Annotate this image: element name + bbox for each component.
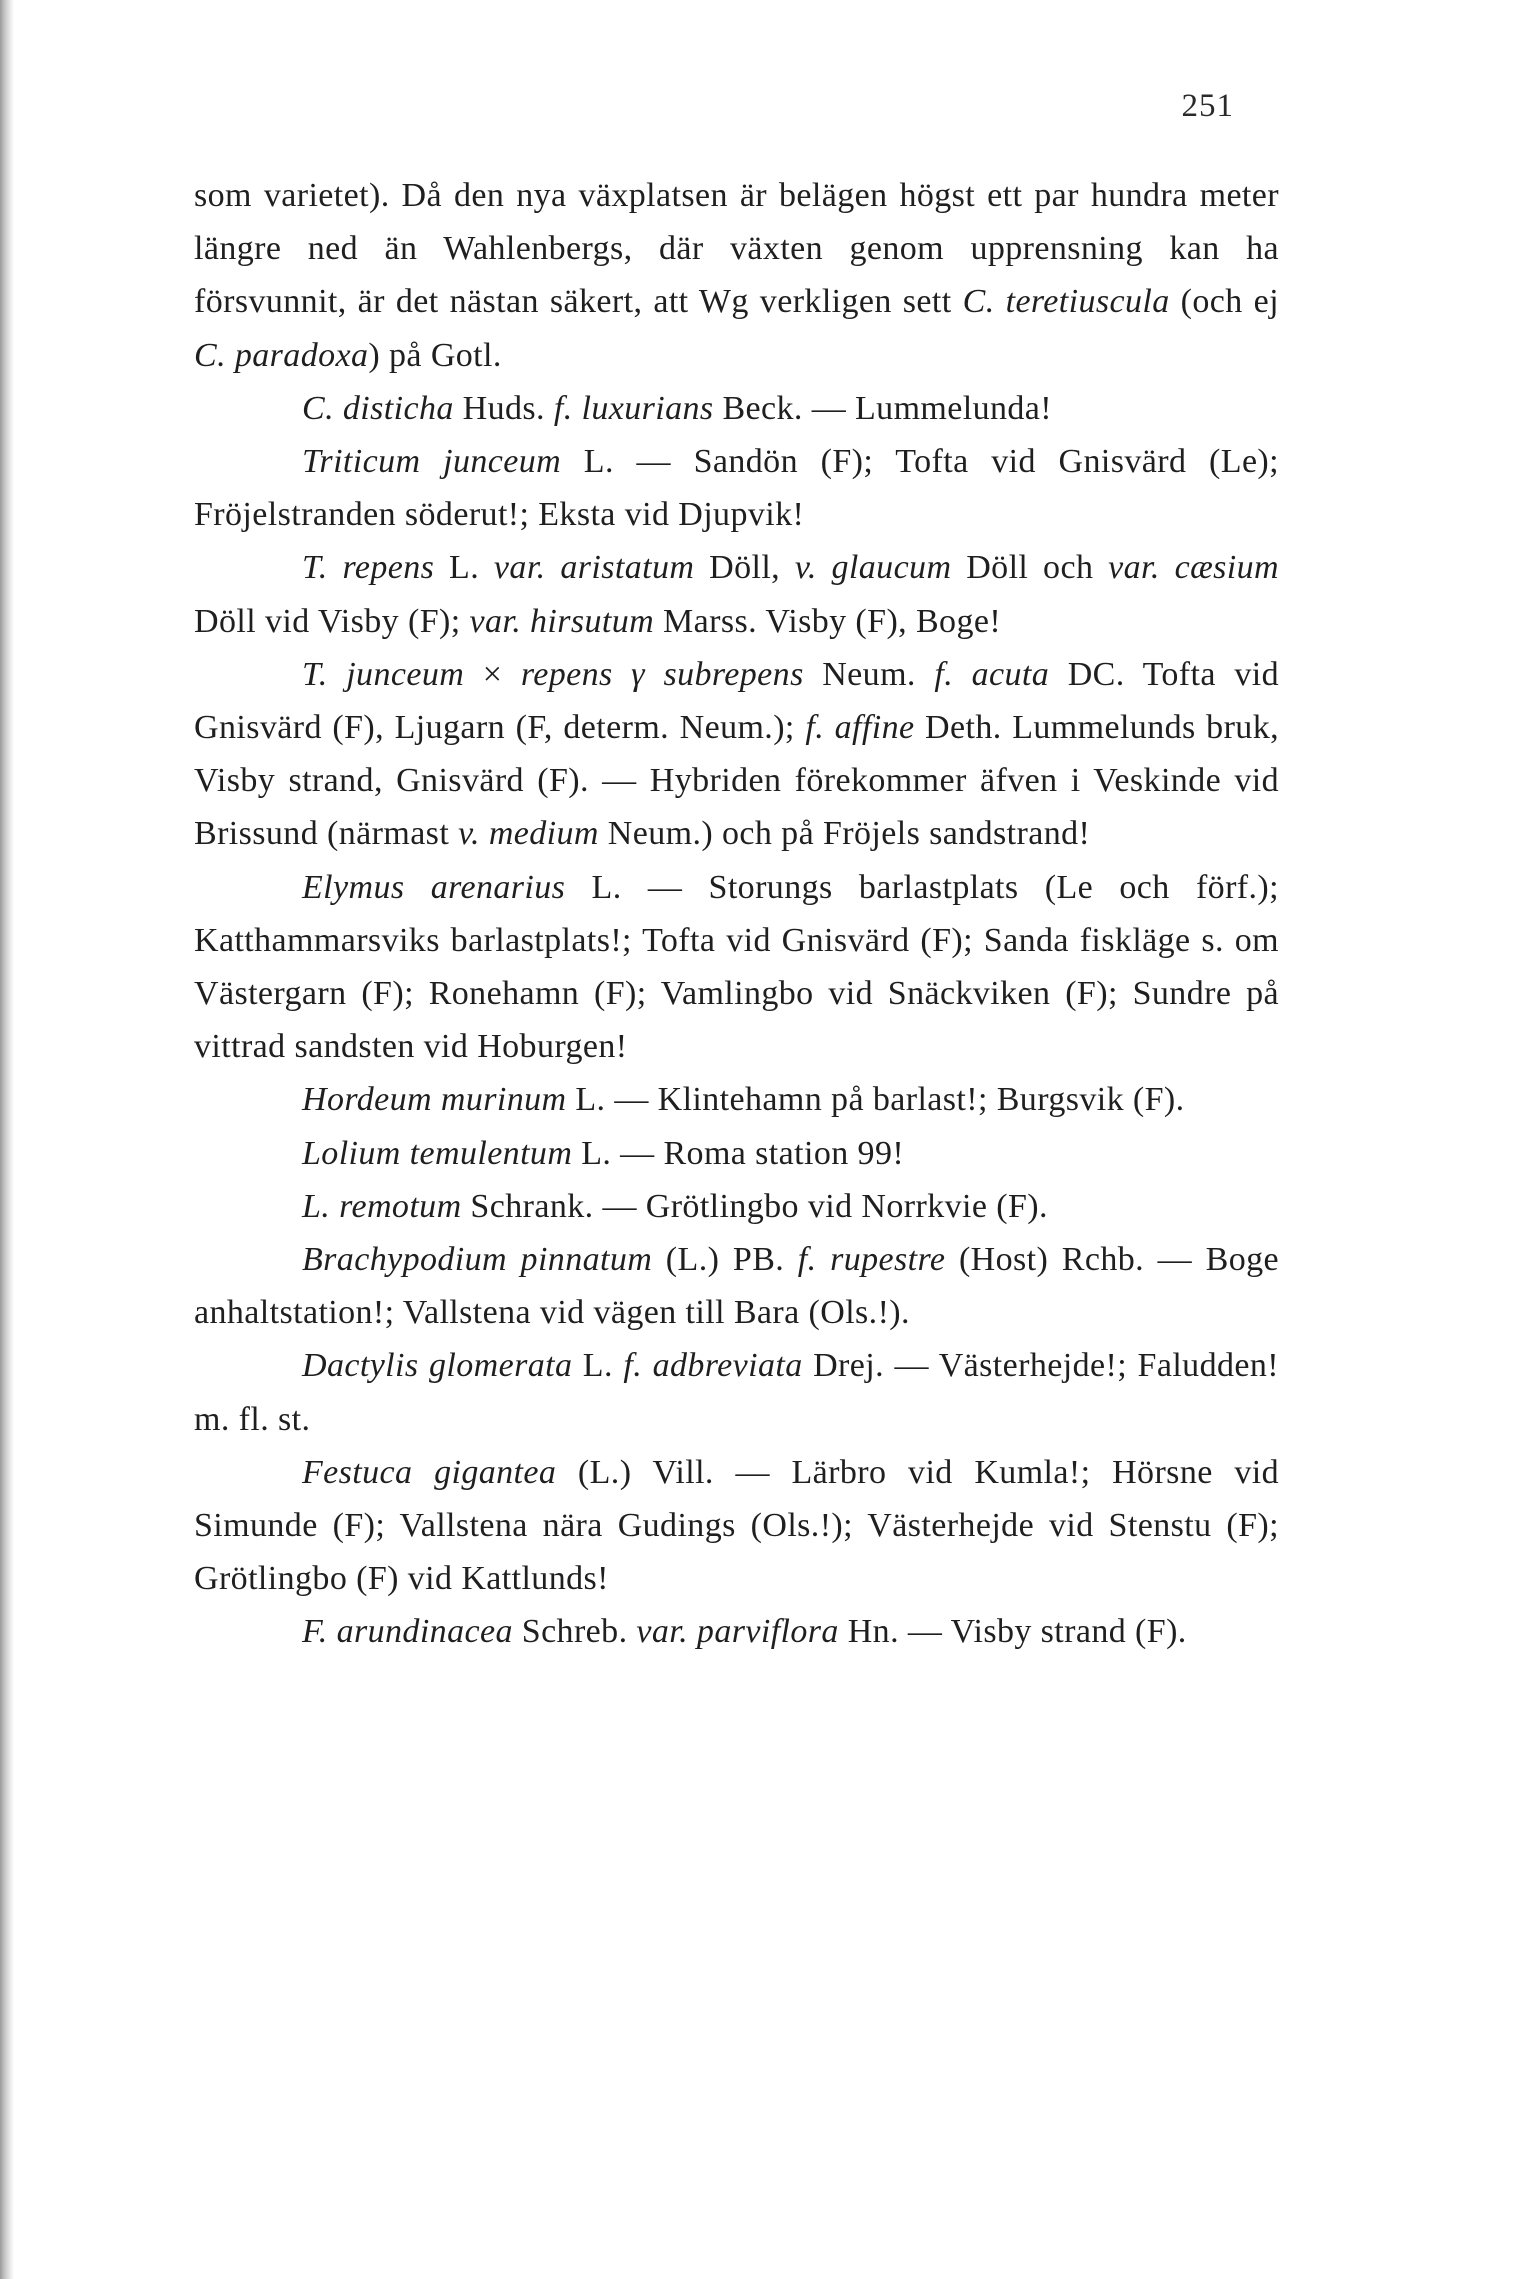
italic-text: C. teretiuscula bbox=[962, 283, 1170, 321]
text-run: Döll vid Visby (F); bbox=[194, 602, 470, 640]
text-run: DC. Tofta vid Gnisvärd (F), Ljugarn (F, determ. Neum.); bbox=[194, 655, 1279, 747]
italic-text: f. affine bbox=[805, 709, 915, 747]
italic-text: F. arundinacea bbox=[302, 1613, 513, 1651]
text-run: ) på Gotl. bbox=[368, 336, 502, 374]
text-run: Marss. Visby (F), Boge! bbox=[654, 602, 1002, 640]
page-binding-edge bbox=[0, 0, 14, 2279]
text-run: (L.) PB. bbox=[652, 1241, 798, 1279]
italic-text: var. cæsium bbox=[1108, 549, 1279, 587]
text-run: L. — Klintehamn på barlast!; Burgsvik (F). bbox=[566, 1081, 1185, 1119]
italic-text: f. acuta bbox=[934, 655, 1050, 693]
text-run: Deth. Lummelunds bruk, Visby strand, Gnisvärd (F). — Hybriden förekommer äfven i Veskinde vid Brissund (närmast bbox=[194, 709, 1280, 853]
italic-text: v. glaucum bbox=[794, 549, 952, 587]
text-run: L. — Roma station 99! bbox=[572, 1134, 905, 1172]
paragraph bbox=[194, 541, 1279, 647]
text-run: L. — Storungs barlastplats (Le och förf.); Katthammarsviks barlastplats!; Tofta vid Gnisvärd (F); Sanda fiskläge s. om Västergarn (F); Ronehamn (F); Vamlingbo vid Snäckviken (F); Sundre på vittrad sandsten vid Hoburgen! bbox=[194, 868, 1279, 1066]
text-run: Schrank. — Grötlingbo vid Norrkvie (F). bbox=[461, 1187, 1048, 1225]
text-run: Hn. — Visby strand (F). bbox=[838, 1613, 1187, 1651]
paragraph bbox=[194, 382, 1279, 435]
body-text bbox=[194, 169, 1279, 1659]
italic-text: T. repens bbox=[302, 549, 435, 587]
italic-text: var. hirsutum bbox=[469, 602, 655, 640]
text-run: × bbox=[464, 655, 521, 693]
text-run: (och ej bbox=[1169, 283, 1280, 321]
paragraph bbox=[194, 1073, 1279, 1126]
italic-text: Festuca gigantea bbox=[302, 1453, 557, 1491]
italic-text: Triticum junceum bbox=[302, 443, 562, 481]
italic-text: repens γ subrepens bbox=[520, 655, 804, 693]
paragraph bbox=[194, 1446, 1279, 1606]
text-run: (L.) Vill. — Lärbro vid Kumla!; Hörsne vid Simunde (F); Vallstena nära Gudings (Ols.!); Västerhejde vid Stenstu (F); Grötlingbo (F) vid Kattlunds! bbox=[194, 1453, 1280, 1598]
page-number: 251 bbox=[1181, 88, 1234, 124]
italic-text: L. remotum bbox=[302, 1187, 462, 1225]
italic-text: v. medium bbox=[458, 815, 599, 853]
text-run: Döll, bbox=[694, 549, 795, 587]
text-run: L. bbox=[434, 549, 494, 587]
text-run: L. — Sandön (F); Tofta vid Gnisvärd (Le); Fröjelstranden söderut!; Eksta vid Djupvik! bbox=[194, 443, 1279, 534]
italic-text: f. luxurians bbox=[553, 389, 714, 427]
paragraph bbox=[194, 1605, 1279, 1658]
paragraph bbox=[194, 1127, 1279, 1180]
paragraph bbox=[194, 169, 1279, 382]
text-run: Huds. bbox=[453, 389, 554, 427]
italic-text: var. aristatum bbox=[493, 549, 695, 587]
italic-text: C. disticha bbox=[302, 389, 454, 427]
italic-text: f. rupestre bbox=[797, 1241, 946, 1279]
italic-text: f. adbreviata bbox=[623, 1347, 803, 1385]
italic-text: Lolium temulentum bbox=[302, 1134, 573, 1172]
paragraph bbox=[194, 648, 1279, 861]
text-run: (Host) Rchb. — Boge anhaltstation!; Vallstena vid vägen till Bara (Ols.!). bbox=[194, 1241, 1279, 1332]
paragraph bbox=[194, 1180, 1279, 1233]
text-run: Neum.) och på Fröjels sandstrand! bbox=[598, 815, 1091, 853]
italic-text: Elymus arenarius bbox=[302, 868, 566, 906]
text-run: Schreb. bbox=[512, 1613, 637, 1651]
paragraph bbox=[194, 1233, 1279, 1339]
text-run: Beck. — Lummelunda! bbox=[713, 389, 1053, 427]
italic-text: C. paradoxa bbox=[194, 336, 369, 374]
italic-text: T. junceum bbox=[302, 655, 465, 693]
text-run: L. bbox=[572, 1347, 624, 1385]
italic-text: Hordeum murinum bbox=[302, 1081, 567, 1119]
paragraph bbox=[194, 861, 1279, 1074]
text-run: Döll och bbox=[951, 549, 1109, 587]
text-run: Drej. — Västerhejde!; Faludden! m. fl. st. bbox=[194, 1347, 1279, 1438]
paragraph bbox=[194, 435, 1279, 541]
italic-text: Dactylis glomerata bbox=[302, 1347, 573, 1385]
text-run: som varietet). Då den nya växplatsen är belägen högst ett par hundra meter längre ned än Wahlenbergs, där växten genom upprensning kan ha försvunnit, är det nästan säkert, att Wg verkligen sett bbox=[194, 177, 1279, 321]
paragraph bbox=[194, 1339, 1279, 1445]
text-run: Neum. bbox=[803, 655, 935, 693]
italic-text: Brachypodium pinnatum bbox=[302, 1241, 653, 1279]
italic-text: var. parviflora bbox=[636, 1613, 839, 1651]
